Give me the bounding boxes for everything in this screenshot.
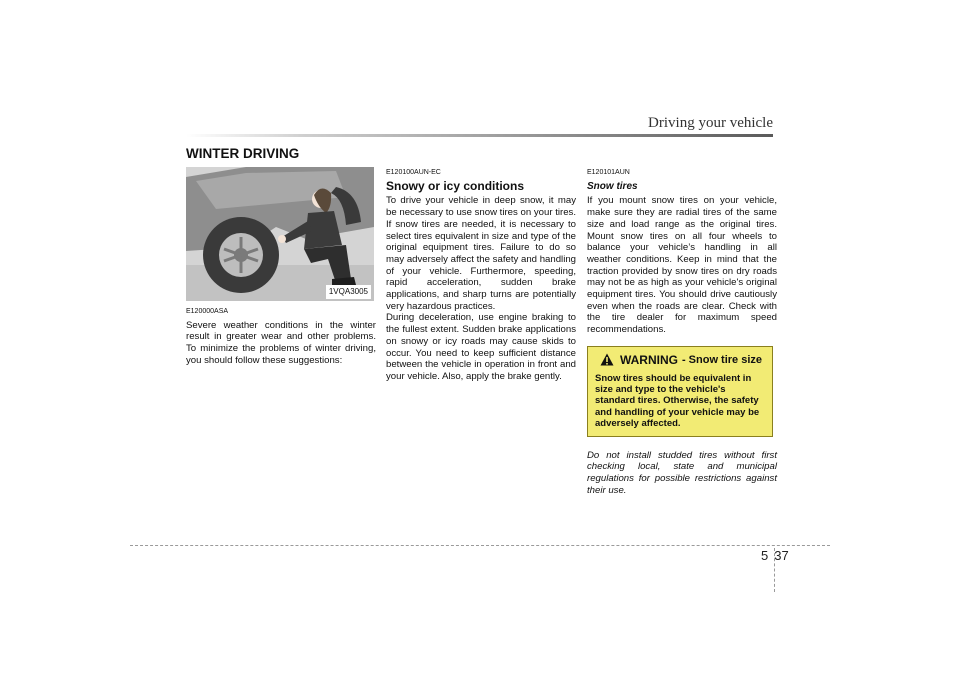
page-number-value: 37 [774, 548, 789, 563]
image-code-label: 1VQA3005 [326, 285, 371, 299]
section-number: 5 [761, 548, 769, 563]
header-rule [186, 134, 773, 137]
warning-header [595, 353, 767, 370]
section-code: E120101AUN [587, 169, 630, 176]
deceleration-paragraph: During deceleration, use engine braking to the fullest extent. Sudden brake applications on snowy or icy roads may cause skids to occur. You need to keep sufficient distance between the vehicle in operation in front and your vehicle. Also, apply the brake gently. [386, 312, 576, 382]
warning-title: WARNING [619, 353, 678, 368]
column-3 [587, 167, 777, 496]
warning-triangle-icon [600, 353, 614, 370]
running-header-title: Driving your vehicle [648, 115, 773, 131]
warning-subtitle: - Snow tire size [681, 354, 763, 367]
snow-tires-paragraph: If you mount snow tires on your vehicle, make sure they are radial tires of the same size and load range as the original tires. Mount snow tires on all four wheels to balance your vehicle’s handling in all weather conditions. Keep in mind that the traction provided by snow tires on dry roads may not be as high as your vehicle's original equipment tires. You should drive cautiously even when the roads are clear. Check with the tire dealer for maximum speed recommendations. [587, 195, 777, 336]
snow-tires-heading: Snow tires [587, 180, 638, 192]
column-1 [186, 167, 376, 367]
section-title: WINTER DRIVING [186, 146, 300, 161]
tire-illustration-drawing [186, 167, 374, 301]
section-code: E120000ASA [186, 308, 229, 315]
section-code: E120100AUN-EC [386, 169, 441, 176]
snowy-icy-heading: Snowy or icy conditions [386, 178, 525, 193]
footer-rule [130, 545, 830, 546]
studded-tires-note: Do not install studded tires without first checking local, state and municipal regulations for possible restrictions against their use. [587, 449, 777, 496]
intro-paragraph: Severe weather conditions in the winter result in greater wear and other problems. To minimize the problems of winter driving, you should follow these suggestions: [186, 319, 376, 366]
illustration-woman-checking-tire [186, 167, 374, 301]
snowy-icy-paragraph: To drive your vehicle in deep snow, it may be necessary to use snow tires on your tires. If snow tires are needed, it is necessary to select tires equivalent in size and type of the original equipment tires. Failure to do so may adversely affect the safety and handling of your vehicle. Furthermore, speeding, rapid acceleration, sudden brake applications, and sharp turns are potentially very hazardous practices. [386, 195, 576, 312]
page-number-divider [774, 548, 775, 592]
warning-text: Snow tires should be equivalent in size and type to the vehicle's standard tires. Otherwise, the safety and handling of your vehicle may be adversely affected. [595, 372, 760, 430]
column-2 [386, 167, 576, 383]
warning-box [587, 346, 773, 437]
